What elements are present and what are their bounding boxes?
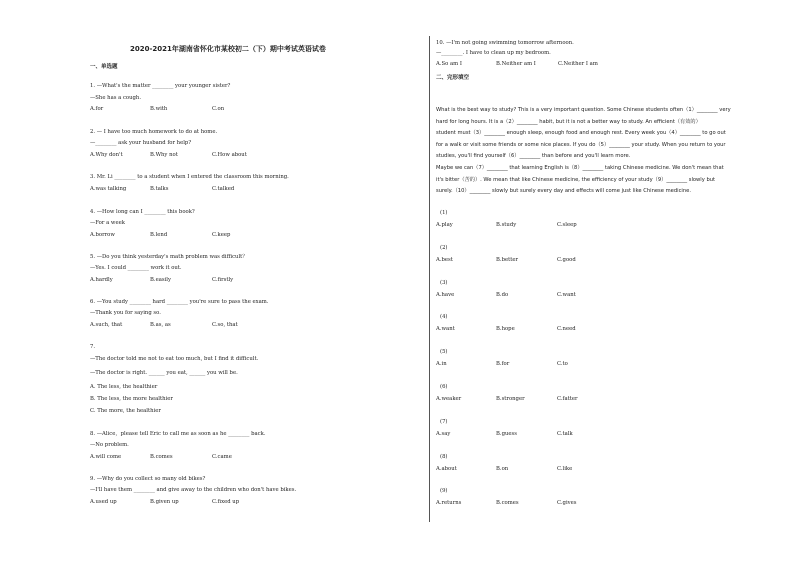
cloze-option-c[interactable]: C.talk [557,430,573,437]
q5-option-c[interactable]: C.firstly [212,277,234,283]
q1-stem: 1. —What's the matter ________ your younger sister? [90,83,231,89]
q6-option-c[interactable]: C.so, that [212,322,238,328]
q9-stem: 9. —Why do you collect so many old bikes? [90,476,206,482]
q4-stem: 4. —How long can I ________ this book? [90,209,195,215]
q2-stem2: —________ ask your husband for help? [90,140,192,146]
q7-option-a[interactable]: A. The less, the healthier [90,384,158,390]
passage-line: What is the best way to study? This is a very important question. Some Chinese students often（1）________ very [436,107,731,113]
q2-option-c[interactable]: C.How about [212,152,247,158]
cloze-question-number: (3) [440,279,448,286]
passage-line: hard for long hours. It is a（2）________ habit, but it is not a better way to study. An efficient（有效的） [436,118,701,125]
cloze-option-c[interactable]: C.gives [557,500,577,507]
q9-stem2: —I'll have them ________ and give away to the children who don't have bikes. [90,487,297,493]
cloze-question-number: (5) [440,349,448,356]
passage-line: Maybe we can（7）________ that learning English is（8）________ taking Chinese medicine. We don't mean that [436,165,724,171]
cloze-option-c[interactable]: C.want [557,291,576,298]
cloze-passage-paragraph-1 [436,105,771,163]
cloze-question-number: (4) [440,314,448,321]
cloze-option-b[interactable]: B.for [496,361,510,368]
cloze-option-a[interactable]: A.say [436,430,451,437]
cloze-question-number: (6) [440,384,448,390]
page-title: 2020-2021年湖南省怀化市某校初二（下）期中考试英语试卷 [130,45,326,53]
q7-option-b[interactable]: B. The less, the more healthier [90,396,173,402]
q8-stem: 8. —Alice，please tell Eric to call me as soon as he ________ back. [90,431,266,437]
q2-stem: 2. — I have too much homework to do at home. [90,129,218,135]
q1-option-a[interactable]: A.for [90,106,104,112]
cloze-option-c[interactable]: C.like [557,465,573,472]
q1-option-c[interactable]: C.on [212,106,225,112]
section-single-choice: 一、单选题 [90,64,118,70]
q5-stem2: —Yes. I could ________ work it out. [90,265,182,271]
passage-line: student must（3）________ enough sleep, enough food and enough rest. Every week you（4）________ to go out [436,130,726,137]
cloze-option-b[interactable]: B.comes [496,500,519,507]
q4-stem2: —For a week [90,220,125,226]
cloze-question-number: (7) [440,418,448,425]
column-divider [429,36,430,522]
cloze-option-c[interactable]: C.sleep [557,222,577,228]
section-cloze: 二、完形填空 [436,75,470,81]
cloze-option-c[interactable]: C.fatter [557,396,578,402]
cloze-option-b[interactable]: B.on [496,465,509,472]
cloze-question-number: (1) [440,210,448,216]
q4-option-a[interactable]: A.borrow [90,232,115,238]
cloze-option-a[interactable]: A.weaker [436,396,462,402]
q10-option-c[interactable]: C.Neither I am [558,61,598,67]
cloze-option-b[interactable]: B.do [496,291,509,298]
q4-option-b[interactable]: B.lend [150,232,168,238]
q4-option-c[interactable]: C.keep [212,232,231,238]
q8-stem2: —No problem. [90,442,129,448]
q7-number: 7. [90,344,96,350]
cloze-option-a[interactable]: A.want [436,326,455,333]
q5-stem: 5. —Do you think yesterday's math problem was difficult？ [90,254,248,260]
q1-option-b[interactable]: B.with [150,106,168,112]
q3-option-b[interactable]: B.talks [150,186,169,192]
cloze-option-a[interactable]: A.best [436,256,453,263]
cloze-option-c[interactable]: C.good [557,256,576,263]
cloze-option-c[interactable]: C.to [557,361,568,368]
q9-option-b[interactable]: B.given up [150,499,179,505]
cloze-option-c[interactable]: C.need [557,326,576,333]
cloze-option-a[interactable]: A.about [436,465,457,472]
q3-option-a[interactable]: A.was talking [90,186,127,192]
cloze-option-b[interactable]: B.hope [496,326,515,333]
cloze-question-number: (2) [440,244,448,251]
q6-stem2: —Thank you for saying so. [90,310,161,316]
q8-option-b[interactable]: B.comes [150,454,173,460]
q10-stem2: —________. I have to clean up my bedroom. [436,50,551,56]
q5-option-a[interactable]: A.hardly [90,277,113,283]
cloze-option-b[interactable]: B.better [496,256,519,263]
q9-option-a[interactable]: A.used up [90,499,117,505]
q6-stem: 6. —You study ________ hard ________ you're sure to pass the exam. [90,299,269,305]
q6-option-a[interactable]: A.such, that [90,322,123,328]
q2-option-a[interactable]: A.Why don't [90,152,123,158]
cloze-option-a[interactable]: A.returns [436,500,462,507]
q8-option-c[interactable]: C.came [212,454,232,460]
cloze-option-b[interactable]: B.study [496,222,517,228]
q6-option-b[interactable]: B.as, as [150,322,171,328]
q2-option-b[interactable]: B.Why not [150,152,178,158]
cloze-option-a[interactable]: A.in [436,361,447,368]
cloze-option-b[interactable]: B.guess [496,430,517,437]
q5-option-b[interactable]: B.easily [150,277,171,283]
q7-stem2: —The doctor is right. ______ you eat, ______ you will be. [90,370,238,376]
q10-option-a[interactable]: A.So am I [436,61,462,67]
cloze-option-a[interactable]: A.have [436,291,455,298]
cloze-option-a[interactable]: A.play [436,222,453,228]
q9-option-c[interactable]: C.fixed up [212,499,240,505]
cloze-question-number: (8) [440,453,448,460]
q1-stem2: —She has a cough. [90,95,142,101]
passage-line: it's bitter（苦的）. We mean that like Chinese medicine, the efficiency of your study（9）________ slowly but [436,176,716,183]
q10-option-b[interactable]: B.Neither am I [496,61,536,67]
q8-option-a[interactable]: A.will come [90,454,122,460]
passage-line: surely.（10）________ slowly but surely every day and effects will come just like Chinese medicine. [436,188,692,195]
passage-line: for a walk or visit some friends or some nice places. If you do（5）________ your study. When you return to your [436,141,726,148]
q3-stem: 3. Mr. Li ________ to a student when I entered the classroom this morning. [90,174,289,180]
q7-option-c[interactable]: C. The more, the healthier [90,408,161,414]
q7-stem: —The doctor told me not to eat too much, but I find it difficult. [90,356,259,362]
passage-line: studies, you'll find yourself（6）________ than before and you'll learn more. [436,153,631,160]
cloze-passage-paragraph-2 [436,163,771,198]
cloze-option-b[interactable]: B.stronger [496,396,525,402]
q10-stem: 10. —I'm not going swimming tomorrow afternoon. [436,40,574,46]
cloze-question-number: (9) [440,488,448,495]
q3-option-c[interactable]: C.talked [212,186,235,192]
